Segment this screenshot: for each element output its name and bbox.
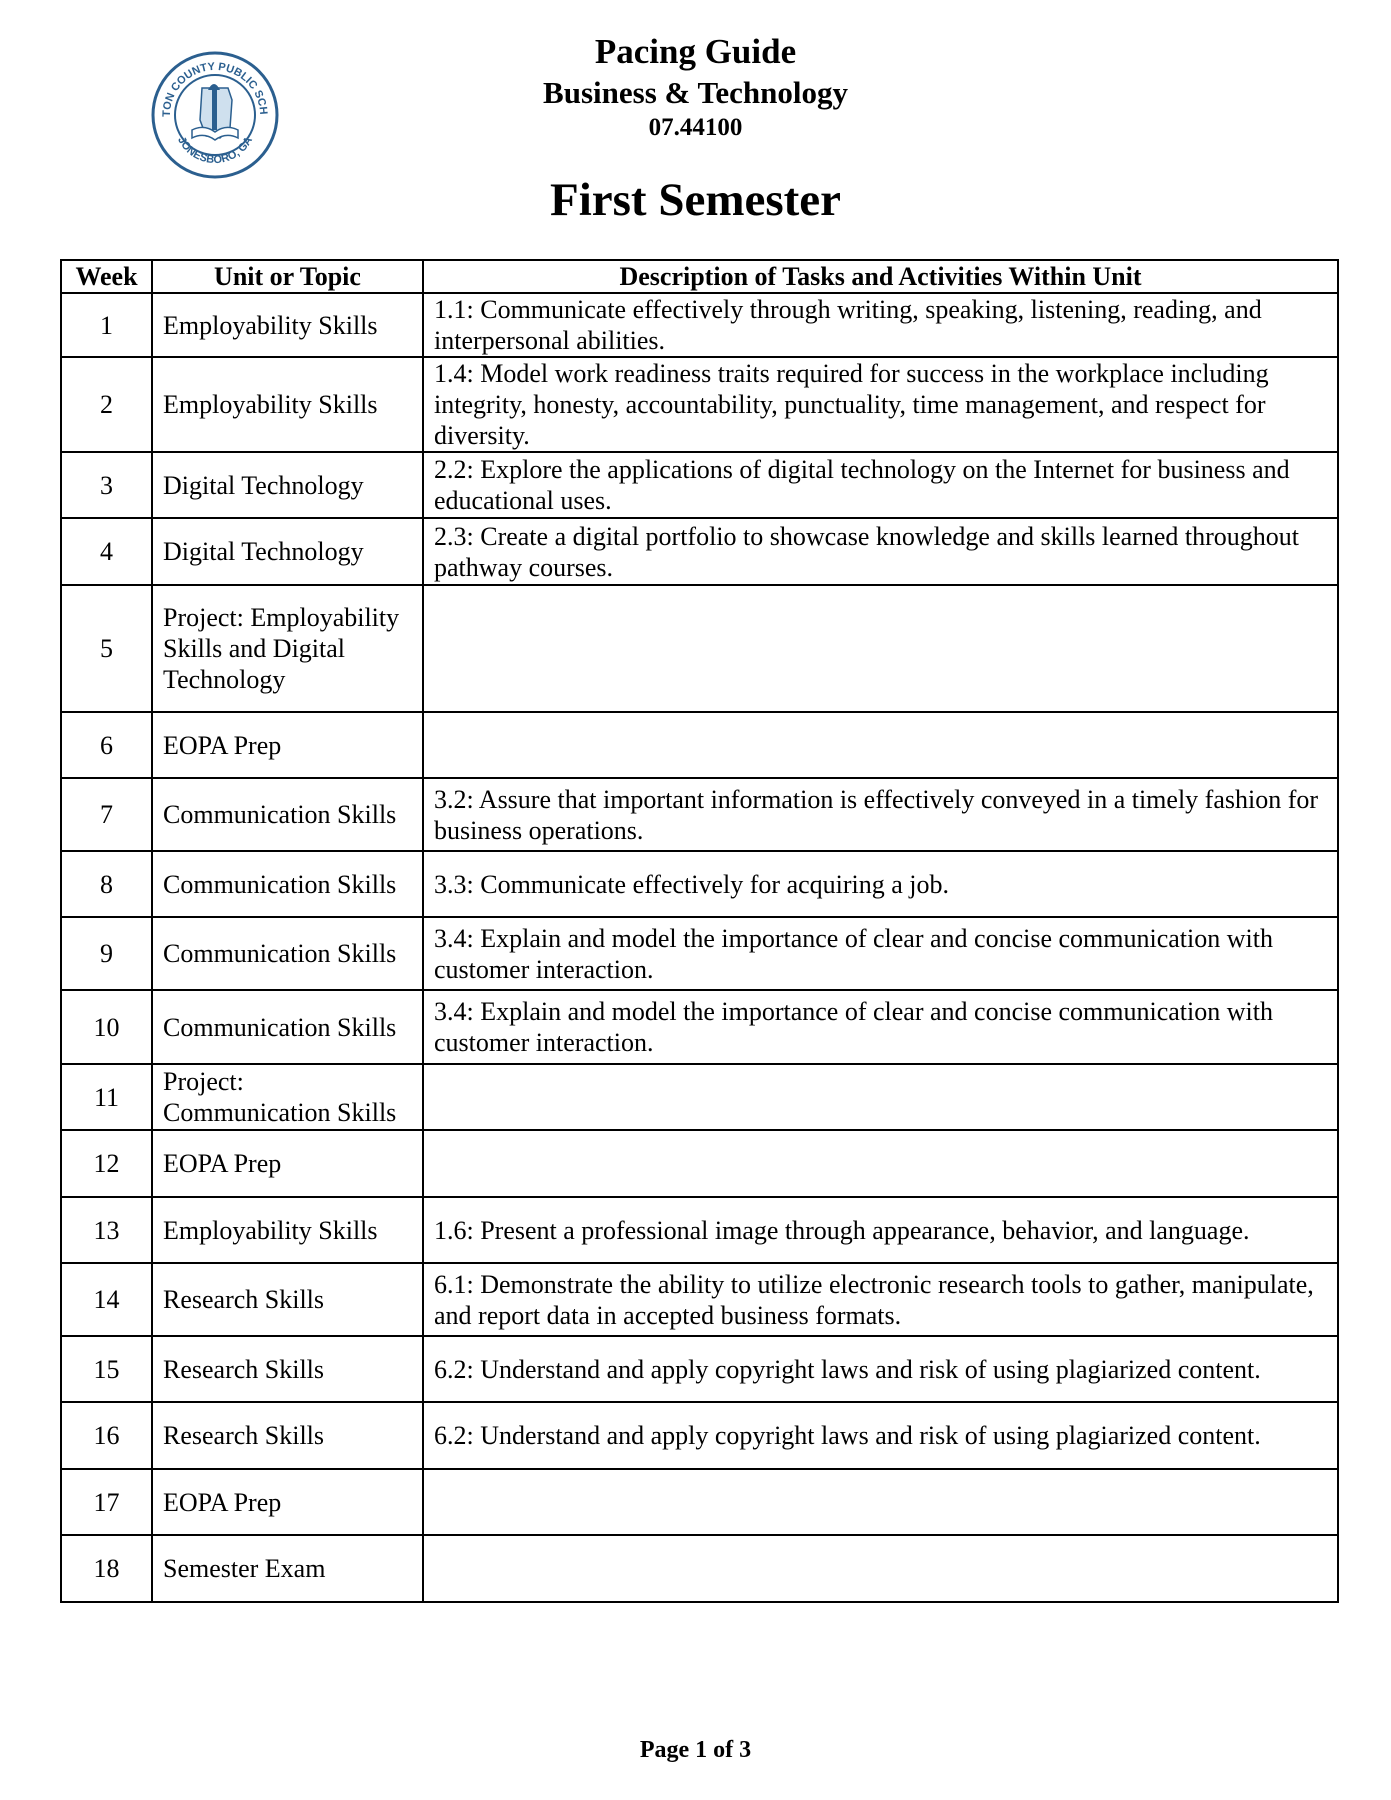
week-cell: 7 <box>61 778 152 851</box>
pacing-table <box>60 259 1339 1603</box>
week-cell: 8 <box>61 851 152 917</box>
description-cell: 6.2: Understand and apply copyright laws and risk of using plagiarized content. <box>423 1402 1338 1469</box>
description-cell: 3.3: Communicate effectively for acquiring a job. <box>423 851 1338 917</box>
week-cell: 1 <box>61 293 152 357</box>
unit-cell: Research Skills <box>152 1402 423 1469</box>
week-cell: 18 <box>61 1535 152 1602</box>
unit-cell: EOPA Prep <box>152 712 423 778</box>
description-cell: 1.1: Communicate effectively through writing, speaking, listening, reading, and interpersonal abilities. <box>423 293 1338 357</box>
unit-cell: Project: Employability Skills and Digital Technology <box>152 585 423 712</box>
description-cell <box>423 1130 1338 1197</box>
table-row <box>61 778 1338 851</box>
document-header <box>0 30 1391 144</box>
description-cell <box>423 1535 1338 1602</box>
page-number: Page 1 of 3 <box>639 1737 752 1763</box>
unit-cell: Communication Skills <box>152 990 423 1064</box>
description-cell: 3.2: Assure that important information is effectively conveyed in a timely fashion for business operations. <box>423 778 1338 851</box>
description-cell: 2.2: Explore the applications of digital technology on the Internet for business and educational uses. <box>423 452 1338 518</box>
document-subtitle: Business & Technology <box>543 75 848 110</box>
table-row <box>61 851 1338 917</box>
week-cell: 3 <box>61 452 152 518</box>
table-row <box>61 293 1338 357</box>
unit-cell: Employability Skills <box>152 293 423 357</box>
table-row <box>61 1402 1338 1469</box>
week-cell: 16 <box>61 1402 152 1469</box>
week-cell: 14 <box>61 1263 152 1336</box>
unit-cell: Employability Skills <box>152 357 423 452</box>
week-cell: 2 <box>61 357 152 452</box>
table-row <box>61 712 1338 778</box>
week-cell: 12 <box>61 1130 152 1197</box>
week-cell: 4 <box>61 518 152 585</box>
week-cell: 10 <box>61 990 152 1064</box>
description-cell: 3.4: Explain and model the importance of clear and concise communication with customer interaction. <box>423 990 1338 1064</box>
table-header-row <box>61 260 1338 293</box>
week-cell: 9 <box>61 917 152 990</box>
week-cell: 15 <box>61 1336 152 1402</box>
description-cell: 3.4: Explain and model the importance of clear and concise communication with customer interaction. <box>423 917 1338 990</box>
semester-heading: First Semester <box>550 174 841 226</box>
table-row <box>61 1263 1338 1336</box>
unit-cell: Communication Skills <box>152 778 423 851</box>
table-row <box>61 1336 1338 1402</box>
column-header-unit: Unit or Topic <box>152 260 423 293</box>
unit-cell: Communication Skills <box>152 851 423 917</box>
description-cell: 6.1: Demonstrate the ability to utilize electronic research tools to gather, manipulate, and report data in accepted business formats. <box>423 1263 1338 1336</box>
column-header-week: Week <box>61 260 152 293</box>
table-row <box>61 917 1338 990</box>
table-row <box>61 1469 1338 1535</box>
table-row <box>61 1197 1338 1263</box>
week-cell: 17 <box>61 1469 152 1535</box>
description-cell: 2.3: Create a digital portfolio to showcase knowledge and skills learned throughout pathway courses. <box>423 518 1338 585</box>
document-title: Pacing Guide <box>594 32 797 71</box>
unit-cell: Communication Skills <box>152 917 423 990</box>
unit-cell: Semester Exam <box>152 1535 423 1602</box>
unit-cell: Employability Skills <box>152 1197 423 1263</box>
description-cell: 1.4: Model work readiness traits required for success in the workplace including integrity, honesty, accountability, punctuality, time management, and respect for diversity. <box>423 357 1338 452</box>
description-cell <box>423 1469 1338 1535</box>
unit-cell: Digital Technology <box>152 452 423 518</box>
unit-cell: Digital Technology <box>152 518 423 585</box>
description-cell: 1.6: Present a professional image through appearance, behavior, and language. <box>423 1197 1338 1263</box>
svg-text:JONESBORO, GA: JONESBORO, GA <box>175 134 255 167</box>
description-cell <box>423 1064 1338 1130</box>
week-cell: 5 <box>61 585 152 712</box>
week-cell: 6 <box>61 712 152 778</box>
table-row <box>61 1535 1338 1602</box>
table-row <box>61 990 1338 1064</box>
unit-cell: Project: Communication Skills <box>152 1064 423 1130</box>
week-cell: 13 <box>61 1197 152 1263</box>
unit-cell: Research Skills <box>152 1336 423 1402</box>
description-cell <box>423 585 1338 712</box>
unit-cell: Research Skills <box>152 1263 423 1336</box>
table-row <box>61 1130 1338 1197</box>
table-row <box>61 357 1338 452</box>
unit-cell: EOPA Prep <box>152 1469 423 1535</box>
table-row <box>61 585 1338 712</box>
table-row <box>61 452 1338 518</box>
course-code: 07.44100 <box>648 114 743 141</box>
week-cell: 11 <box>61 1064 152 1130</box>
table-row <box>61 1064 1338 1130</box>
table-row <box>61 518 1338 585</box>
description-cell: 6.2: Understand and apply copyright laws and risk of using plagiarized content. <box>423 1336 1338 1402</box>
unit-cell: EOPA Prep <box>152 1130 423 1197</box>
column-header-description: Description of Tasks and Activities Within Unit <box>423 260 1338 293</box>
svg-text:CLAYTON COUNTY PUBLIC SCHOOLS: TON COUNTY PUBLIC SCH <box>160 60 270 118</box>
description-cell <box>423 712 1338 778</box>
